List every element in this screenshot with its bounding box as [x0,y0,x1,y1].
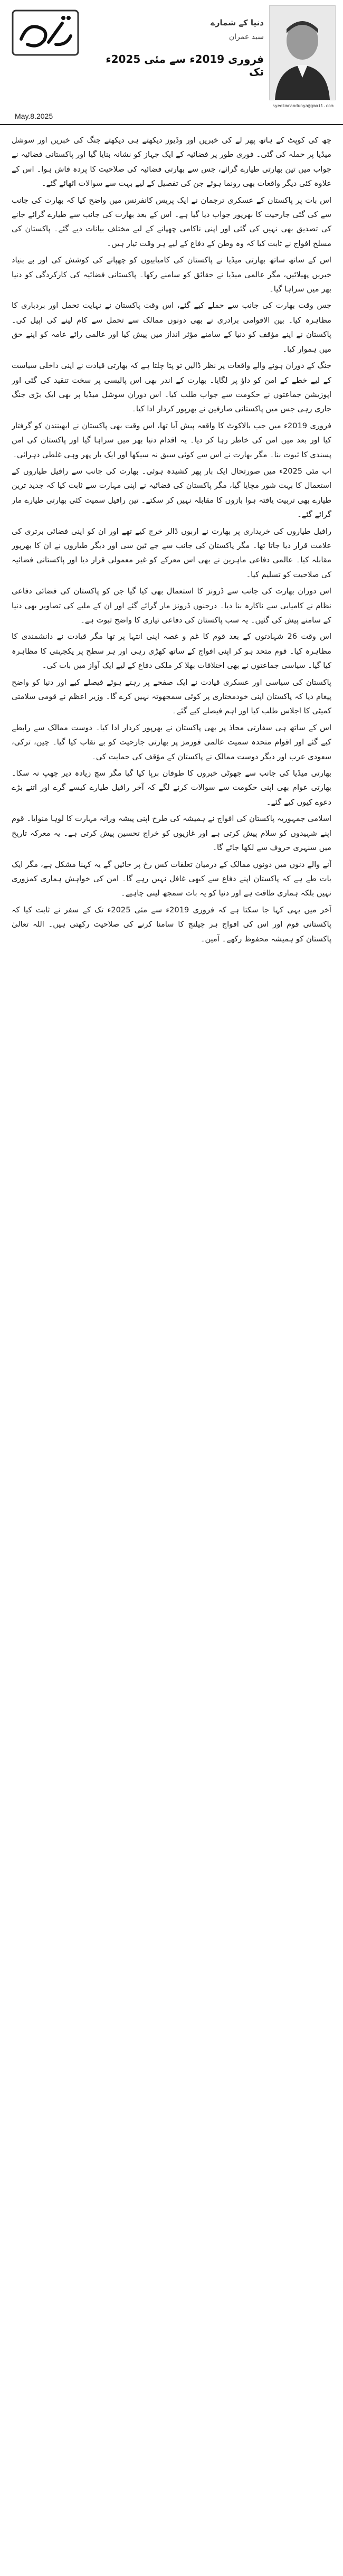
article-paragraph: آخر میں یہی کہا جا سکتا ہے کہ فروری 2019ء سے مئی 2025ء تک کے سفر نے ثابت کیا کہ پاکستانی قوم اور اس کی افواج ہر چیلنج کا سامنا کرنے کی صلاحیت رکھتی ہیں۔ اللہ تعالیٰ پاکستان کو ہمیشہ محفوظ رکھے۔ آمین۔ [12,905,331,943]
article-paragraph: اب مئی 2025ء میں صورتحال ایک بار پھر کشیدہ ہوئی۔ بھارت کی جانب سے رافیل طیاروں کے استعمال کا بہت شور مچایا گیا، مگر پاکستان کی فضائیہ نے اپنی مہارت سے ثابت کیا کہ جدید ترین طیارے بھی تربیت یافتہ ہوا بازوں کا مقابلہ نہیں کر سکتے۔ تین رافیل سمیت کئی بھارتی طیارے مار گرائے گئے۔ [12,466,331,520]
article-paragraph: پاکستان کی سیاسی اور عسکری قیادت نے ایک صفحے پر رہتے ہوئے فیصلے کیے اور دنیا کو واضح پیغام دیا کہ پاکستان اپنی خودمختاری پر کوئی سمجھوتہ نہیں کرے گا۔ وزیر اعظم نے قومی سلامتی کمیٹی کا اجلاس طلب کیا اور اہم فیصلے کیے گئے۔ [12,677,331,716]
article-paragraph: اس دوران بھارت کی جانب سے ڈرونز کا استعمال بھی کیا گیا جن کو پاکستان کی فضائی دفاعی نظام نے کامیابی سے ناکارہ بنا دیا۔ درجنوں ڈرونز مار گرائے گئے اور ان کے ملبے کی تصاویر بھی دنیا کے سامنے پیش کی گئیں۔ یہ سب پاکستان کی دفاعی تیاری کا واضح ثبوت ہے۔ [12,587,331,625]
publish-date: May.8.2025 [15,112,53,120]
article-paragraph: چھ کی کوپٹ کے ہاتھ پھر لے کی خبریں اور وڈیوز دیکھتے ہی دیکھتے جنگ کی خبریں اور سوشل میڈیا پر حملہ کی گئی۔ فوری طور پر فضائیہ کے ایک جہاز کو نشانہ بنایا گیا اور پاکستانی فضائیہ نے جواب میں تین بھارتی طیارے گرائے، جس سے بھارتی فضائیہ کی صلاحیت کا پردہ فاش ہوا۔ اس کے علاوہ کئی دیگر واقعات بھی رونما ہوئے جن کی تفصیل کے لیے بہت سے سوالات اٹھائے گئے۔ [12,136,331,188]
article-paragraph: آنے والے دنوں میں دونوں ممالک کے درمیان تعلقات کس رخ پر جائیں گے یہ کہنا مشکل ہے، مگر ایک بات طے ہے کہ پاکستان اپنے دفاع سے کبھی غافل نہیں رہے گا۔ امن کی خواہش ہماری کمزوری نہیں بلکہ ہماری طاقت ہے اور دنیا کو یہ بات سمجھ لینی چاہیے۔ [12,860,331,898]
article-paragraph: جنگ کے دوران ہونے والے واقعات پر نظر ڈالیں تو پتا چلتا ہے کہ بھارتی قیادت نے اپنی داخلی سیاست کے لیے خطے کے امن کو داؤ پر لگایا۔ بھارت کے اندر بھی اس پالیسی پر سخت تنقید کی گئی اور اپوزیشن جماعتوں نے حکومت سے جواب طلب کیا۔ اس دوران سوشل میڈیا پر بھی ایک بڑی جنگ جاری رہی جس میں پاکستانی صارفین نے بھرپور کردار ادا کیا۔ [12,361,331,414]
dunya-logo-icon [12,7,79,58]
newspaper-logo [12,7,79,58]
article-title: فروری 2019ء سے مئی 2025ء تک [106,53,264,78]
article-paragraph: اس بات پر پاکستان کے عسکری ترجمان نے ایک پریس کانفرنس میں واضح کیا کہ بھارت کی جانب سے کی گئی جارحیت کا بھرپور جواب دیا گیا ہے۔ اس کے بعد بھارت کی جانب سے طیارے گرائے جانے کی تصدیق بھی نہیں کی گئی اور اپنی ناکامی چھپانے کے لیے مختلف بیانات دیے گئے۔ پاکستان کی مسلح افواج نے ثابت کیا کہ وہ وطن کے دفاع کے لیے ہر وقت تیار ہیں۔ [12,195,331,248]
article-paragraph: اس وقت 26 شہادتوں کے بعد قوم کا غم و غصہ اپنی انتہا پر تھا مگر قیادت نے دانشمندی کا مظاہرہ کیا۔ قوم متحد ہو کر اپنی افواج کے ساتھ کھڑی رہی اور ہر سطح پر یکجہتی کا مظاہرہ کیا گیا۔ سیاسی جماعتوں نے بھی اختلافات بھلا کر ملکی دفاع کے لیے ایک آواز میں بات کی۔ [12,632,331,671]
article-paragraph: رافیل طیاروں کی خریداری پر بھارت نے اربوں ڈالر خرچ کیے تھے اور ان کو اپنی فضائی برتری کی علامت قرار دیا جاتا تھا۔ مگر پاکستان کی جانب سے جے ٹین سی اور دیگر طیاروں نے ان کا بھرپور مقابلہ کیا۔ عالمی دفاعی ماہرین نے بھی اس معرکے کو غیر معمولی قرار دیا اور پاکستانی فضائیہ کی صلاحیت کو تسلیم کیا۔ [12,526,331,579]
author-photo [269,5,336,100]
article-header [0,0,343,125]
article-paragraph: اس کے ساتھ ساتھ بھارتی میڈیا نے پاکستان کی کامیابیوں کو چھپانے کی کوشش کی اور بے بنیاد خبریں پھیلائیں، مگر عالمی میڈیا نے حقائق کو سامنے رکھا۔ پاکستانی فضائیہ کی کارکردگی کو دنیا بھر میں سراہا گیا۔ [12,256,331,294]
article-paragraph: اس کے ساتھ ہی سفارتی محاذ پر بھی پاکستان نے بھرپور کردار ادا کیا۔ دوست ممالک سے رابطے کیے گئے اور اقوام متحدہ سمیت عالمی فورمز پر بھارتی جارحیت کو بے نقاب کیا گیا۔ چین، ترکی، سعودی عرب اور دیگر دوست ممالک نے پاکستان کے مؤقف کی حمایت کی۔ [12,723,331,761]
author-email: syedimrandunya@gmail.com [272,103,334,108]
author-portrait-icon [270,6,335,100]
article-paragraph: جس وقت بھارت کی جانب سے حملے کیے گئے، اس وقت پاکستان نے نہایت تحمل اور بردباری کا مظاہرہ کیا۔ بین الاقوامی برادری نے بھی دونوں ممالک سے تحمل سے کام لینے کی اپیل کی۔ پاکستان نے اپنے مؤقف کو دنیا کے سامنے مؤثر انداز میں پیش کیا اور عالمی رائے عامہ کو اپنے حق میں ہموار کیا۔ [12,301,331,354]
article-paragraph: اسلامی جمہوریہ پاکستان کی افواج نے ہمیشہ کی طرح اپنی پیشہ ورانہ مہارت کا لوہا منوایا۔ قوم اپنے شہیدوں کو سلام پیش کرتی ہے اور غازیوں کو خراج تحسین پیش کرتی ہے۔ یہ معرکہ تاریخ میں سنہری حروف سے لکھا جائے گا۔ [12,814,331,853]
author-name: سید عمران [228,33,264,41]
article-paragraph: بھارتی میڈیا کی جانب سے جھوٹی خبروں کا طوفان برپا کیا گیا مگر سچ زیادہ دیر چھپ نہ سکا۔ بھارتی عوام بھی اپنی حکومت سے سوالات کرنے لگے کہ آخر رافیل طیارے کیسے گرے اور اتنے بڑے دعوے کیوں کیے گئے۔ [12,769,331,807]
article-body [12,133,331,2562]
article-paragraph: فروری 2019ء میں جب بالاکوٹ کا واقعہ پیش آیا تھا، اس وقت بھی پاکستان نے ابھینندن کو گرفتار کیا اور بعد میں امن کی خاطر رہا کر دیا۔ یہ اقدام دنیا بھر میں سراہا گیا اور پاکستان کی امن پسندی کا ثبوت بنا۔ مگر بھارت نے اس سے کوئی سبق نہ سیکھا اور ایک بار پھر وہی غلطی دہرائی۔ [12,421,331,459]
column-name: دنیا کے شمارے [211,18,264,27]
